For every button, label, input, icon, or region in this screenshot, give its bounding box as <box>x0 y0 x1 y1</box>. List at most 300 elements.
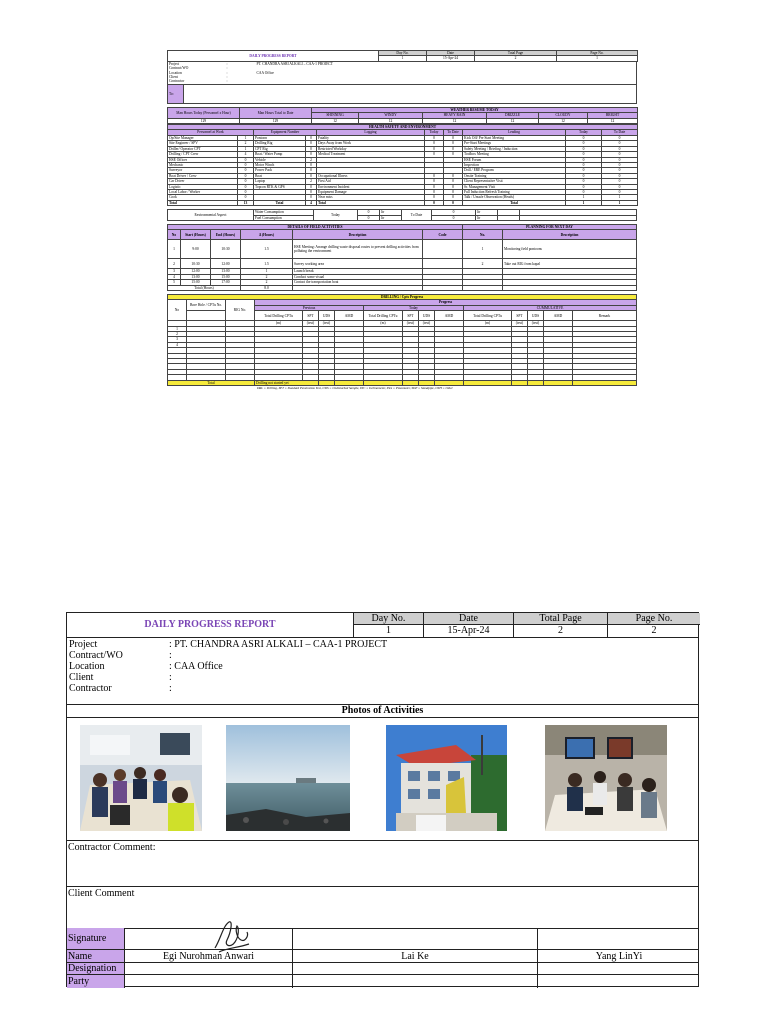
project-value: PT. CHANDRA ASRI ALKALI – CAA-1 PROJECT <box>256 61 334 66</box>
depth-label: Total Drilling CPTu <box>364 311 403 321</box>
plan-header-desc: Description <box>503 230 637 240</box>
equipment-name: Drilling Rig <box>254 141 306 146</box>
equipment-count: 0 <box>306 141 317 146</box>
spt-label: SPT <box>303 311 319 321</box>
logging-todate: 0 <box>444 195 463 200</box>
logging-todate: 0 <box>444 141 463 146</box>
personnel-count: 4 <box>238 152 254 157</box>
logging-total-label: Total <box>317 200 425 205</box>
logging-todate: 0 <box>444 184 463 189</box>
unit-m: (m) <box>255 321 303 326</box>
today-label: Today <box>364 305 464 310</box>
unit-m: (m) <box>464 321 512 326</box>
act-no: 4 <box>168 274 181 279</box>
leading-todate: 0 <box>602 189 638 194</box>
logging-todate: 0 <box>444 135 463 140</box>
leading-today: 0 <box>566 157 602 162</box>
leading-item: Pre-Start Meetings <box>463 141 566 146</box>
act-end: 12:00 <box>211 259 241 269</box>
water-today: 0 <box>358 210 380 215</box>
leading-todate: 0 <box>602 135 638 140</box>
personnel-name: Logistic <box>168 184 238 189</box>
act-delta: 1.5 <box>241 240 293 259</box>
page-no-value: 1 <box>557 56 638 61</box>
personnel-count: 0 <box>238 184 254 189</box>
env-today-label: Today <box>314 210 358 221</box>
total-page-value: 2 <box>475 56 557 61</box>
act-desc: HSE Meeting: Arrange drilling waste disposal routes to prevent drilling activities from polluting the environment <box>293 240 423 259</box>
uds-label: UDS <box>528 311 544 321</box>
activities-title: DETAILS OF FIELD ACTIVITIES <box>168 224 463 229</box>
drilling-footnote: DRL = Drilling, SPT = Standard Penetration Test, UDS = Undisturbed Sample, INC = Inclinometer, Piez = Piezometer, SDP = Standpipe, OTH = Other <box>257 386 453 390</box>
logging-todate: 0 <box>444 146 463 151</box>
water-unit: ltr <box>380 210 402 215</box>
weather-header: HEAVY RAIN <box>423 113 487 118</box>
act-start: 9:00 <box>181 240 211 259</box>
leading-item: Inspection <box>463 162 566 167</box>
leading-total-label: Total <box>463 200 566 205</box>
signatory-name: Yang LinYi <box>537 950 700 962</box>
total-page-cell <box>513 613 607 637</box>
leading-total-today: 1 <box>566 200 602 205</box>
colon: : <box>226 79 228 84</box>
logging-item: Near miss <box>317 195 425 200</box>
depth-label: Total Drilling CPTu <box>464 311 512 321</box>
act-header-no: No <box>168 230 181 240</box>
leading-todate-label: To Date <box>602 130 638 135</box>
logging-item: Equipment Damage <box>317 189 425 194</box>
contractor-label: Contractor <box>169 79 185 84</box>
office-meeting-photo <box>545 725 667 831</box>
day-no-label: Day No. <box>354 613 423 625</box>
weather-value: 12 <box>312 118 359 123</box>
weather-title: WEATHER RESUME TODAY <box>312 107 638 112</box>
amd-label: AMD <box>544 311 573 321</box>
day-no-value: 1 <box>379 56 427 61</box>
location-value: CAA Office <box>256 70 274 75</box>
leading-item: Kick Off/ Pre Start Meeting <box>463 135 566 140</box>
logging-today: 0 <box>425 195 444 200</box>
logging-item: Environment Incident <box>317 184 425 189</box>
personnel-name: Car Driver <box>168 179 238 184</box>
personnel-name: Op/Site Manager <box>168 135 238 140</box>
weather-header: WINDY <box>359 113 423 118</box>
act-delta: 2 <box>241 274 293 279</box>
colon: : <box>226 66 228 71</box>
equipment-name: Boat <box>254 173 306 178</box>
weather-value: 12 <box>588 118 638 123</box>
equipment-name: Power Pack <box>254 168 306 173</box>
weather-value: 12 <box>539 118 588 123</box>
act-no: 1 <box>168 240 181 259</box>
cumulative-label: CUMMULATIVE <box>464 305 637 310</box>
logging-todate: 0 <box>444 179 463 184</box>
act-header-end: End (Hours) <box>211 230 241 240</box>
report-page-2 <box>66 612 699 987</box>
personnel-total: 13 <box>238 200 254 205</box>
equipment-header: Equipment Number <box>254 130 317 135</box>
total-page-label: Total Page <box>475 51 557 56</box>
plan-desc: Monitoring field pontoons <box>503 240 637 259</box>
uds-label: UDS <box>319 311 335 321</box>
unit-test: (test) <box>319 321 335 326</box>
logging-today: 0 <box>425 135 444 140</box>
equipment-count: 0 <box>306 146 317 151</box>
signature-table <box>67 928 698 988</box>
rig-label: RIG No. <box>226 300 255 321</box>
unit-test: (test) <box>512 321 528 326</box>
leading-todate: 0 <box>602 173 638 178</box>
date-cell <box>423 613 513 637</box>
leading-today: 0 <box>566 179 602 184</box>
act-total: 8.0 <box>241 285 293 290</box>
leading-header: Leading <box>463 130 566 135</box>
designation-label: Designation <box>67 963 125 974</box>
act-delta: 1.5 <box>241 259 293 269</box>
leading-today: 1 <box>566 195 602 200</box>
manhours-total-value: 129 <box>240 118 312 123</box>
unit-m: (m) <box>364 321 403 326</box>
fuel-today: 0 <box>358 215 380 220</box>
logging-item: First Aid <box>317 179 425 184</box>
previous-label: Previous <box>255 305 364 310</box>
equipment-count: 0 <box>306 168 317 173</box>
page-no-label: Page No. <box>608 613 700 625</box>
act-start: 12:00 <box>181 269 211 274</box>
leading-item: HSE Forum <box>463 157 566 162</box>
bore-label: Bore Hole / CPTu No. <box>187 300 226 311</box>
logging-today: 0 <box>425 179 444 184</box>
uds-label: UDS <box>419 311 435 321</box>
total-page-label: Total Page <box>514 613 607 625</box>
unit-test: (test) <box>403 321 419 326</box>
page2-header <box>67 613 698 638</box>
leading-today: 0 <box>566 189 602 194</box>
progress-label: Progress <box>255 300 637 305</box>
leading-item: Drill / ERE Program <box>463 168 566 173</box>
signature-label: Signature <box>67 928 125 949</box>
logging-today: 0 <box>425 146 444 151</box>
unit-test: (test) <box>303 321 319 326</box>
day-no-label: Day No. <box>379 51 427 56</box>
personnel-count: 0 <box>238 195 254 200</box>
signatory-name: Egi Nurohman Anwari <box>162 951 255 962</box>
personnel-count: 0 <box>238 189 254 194</box>
logging-todate: 0 <box>444 189 463 194</box>
location-label: Location <box>169 70 182 75</box>
logging-todate-label: To Date <box>444 130 463 135</box>
client-label: Client <box>169 75 178 80</box>
logging-today: 0 <box>425 152 444 157</box>
logging-item: Occupational Illness <box>317 173 425 178</box>
leading-today: 0 <box>566 162 602 167</box>
personnel-name: Driller/ Operator CPT <box>168 146 238 151</box>
fuel-todate: 0 <box>432 215 476 220</box>
meeting-photo <box>80 725 202 831</box>
equipment-name: Topcon RTK & GPS <box>254 184 306 189</box>
act-delta: 2 <box>241 280 293 285</box>
equipment-total-label: Total <box>254 200 306 205</box>
sea-photo <box>226 725 350 831</box>
drill-row-no: 3 <box>168 337 187 342</box>
fuel-unit: ltr <box>380 215 402 220</box>
contract-label: Contract/WO <box>169 66 189 71</box>
weather-value: 12 <box>423 118 487 123</box>
act-desc: Survey working area <box>293 259 423 269</box>
drill-no-label: No <box>168 300 187 321</box>
photos-section <box>67 717 698 841</box>
report-header-table <box>167 50 638 62</box>
act-no: 5 <box>168 280 181 285</box>
colon: : <box>226 61 228 66</box>
personnel-count: 2 <box>238 141 254 146</box>
client-comment-label: Client Comment <box>68 888 135 899</box>
logging-today: 0 <box>425 189 444 194</box>
act-desc: Launch break <box>293 269 423 274</box>
date-value: 15-Apr-24 <box>427 56 475 61</box>
leading-item: Talk / Unsafe Observation (Heads) <box>463 195 566 200</box>
act-start: 15:00 <box>181 280 211 285</box>
drilling-title: DRILLING / Cpts Progress <box>168 295 637 300</box>
personnel-name: Boat Driver / Crew <box>168 173 238 178</box>
personnel-count: 0 <box>238 179 254 184</box>
equipment-name: CPT Rig <box>254 146 306 151</box>
page-no-cell <box>607 613 700 637</box>
personnel-count: 0 <box>238 157 254 162</box>
photos-title: Photos of Activities <box>67 704 698 718</box>
act-start: 13:00 <box>181 274 211 279</box>
drill-row-no: 2 <box>168 332 187 337</box>
date-label: Date <box>427 51 475 56</box>
act-desc: Conduct some visual <box>293 274 423 279</box>
equipment-name: Motor Winch <box>254 162 306 167</box>
logging-item: Medical Treatment <box>317 152 425 157</box>
leading-today: 0 <box>566 146 602 151</box>
plan-no: 1 <box>463 240 503 259</box>
drill-row-no: 4 <box>168 342 187 347</box>
project-info-table <box>167 62 637 84</box>
act-no: 3 <box>168 269 181 274</box>
depth-label: Total Drilling CPTu <box>255 311 303 321</box>
day-no-value: 1 <box>386 625 391 636</box>
logging-item: Restricted Workday <box>317 146 425 151</box>
project-value: : PT. CHANDRA ASRI ALKALI – CAA-1 PROJECT <box>169 639 388 650</box>
leading-todate: 0 <box>602 141 638 146</box>
drill-row-no: 1 <box>168 326 187 331</box>
plan-header-no: No. <box>463 230 503 240</box>
remark-label: Remark <box>573 311 637 321</box>
leading-today-label: Today <box>566 130 602 135</box>
unit-test: (test) <box>419 321 435 326</box>
act-code <box>423 240 463 259</box>
act-desc: Contact the transportation boat <box>293 280 423 285</box>
act-header-start: Start (Hours) <box>181 230 211 240</box>
report-title: DAILY PROGRESS REPORT <box>168 51 379 62</box>
logging-today: 0 <box>425 141 444 146</box>
water-todate: 0 <box>432 210 476 215</box>
act-delta: 1 <box>241 269 293 274</box>
personnel-count: 1 <box>238 146 254 151</box>
water-unit: ltr <box>476 210 498 215</box>
leading-item: Full Induction Refresh Training <box>463 189 566 194</box>
leading-item: Onsite Training <box>463 173 566 178</box>
logging-today: 0 <box>425 173 444 178</box>
client-value: : <box>169 672 172 683</box>
equipment-count: 0 <box>306 135 317 140</box>
equipment-name: Boat / Water Pump <box>254 152 306 157</box>
logging-today: 0 <box>425 184 444 189</box>
plan-no: 2 <box>463 259 503 269</box>
act-no: 2 <box>168 259 181 269</box>
personnel-total-label: Total <box>168 200 238 205</box>
hse-table <box>167 124 638 206</box>
drill-total-note: Drilling not started yet <box>255 380 319 385</box>
logging-item: Fatality <box>317 135 425 140</box>
signatory-name: Lai Ke <box>292 950 537 962</box>
equipment-name: Laptop <box>254 179 306 184</box>
weather-value: 12 <box>487 118 539 123</box>
leading-today: 0 <box>566 184 602 189</box>
contractor-value: : <box>169 683 172 694</box>
logging-total-today: 0 <box>425 200 444 205</box>
leading-today: 0 <box>566 141 602 146</box>
act-header-code: Code <box>423 230 463 240</box>
logging-item: Days Away from Work <box>317 141 425 146</box>
personnel-name: Site Engineer / SPV <box>168 141 238 146</box>
leading-todate: 0 <box>602 152 638 157</box>
leading-item: Sr. Management Visit <box>463 184 566 189</box>
act-header-delta: Δ (Hours) <box>241 230 293 240</box>
plan-desc: Take out RIG from kapal <box>503 259 637 269</box>
hse-title: HEALTH SAFETY AND ENVIRONMENT <box>168 125 638 130</box>
spt-label: SPT <box>403 311 419 321</box>
client-label: Client <box>69 672 94 683</box>
amd-label: AMD <box>435 311 464 321</box>
act-end: 15:00 <box>211 274 241 279</box>
water-label: Water Consumption <box>254 210 314 215</box>
weather-header: CLOUDY <box>539 113 588 118</box>
personnel-name: HSE Officer <box>168 157 238 162</box>
unit-test: (test) <box>528 321 544 326</box>
leading-today: 0 <box>566 173 602 178</box>
contractor-comment-section <box>67 840 698 887</box>
amd-label: AMD <box>335 311 364 321</box>
fuel-label: Fuel Consumption <box>254 215 314 220</box>
to-label: To: <box>168 84 184 103</box>
act-end: 10:30 <box>211 240 241 259</box>
leading-todate: 0 <box>602 168 638 173</box>
act-total-label: Total (Hours) <box>168 285 241 290</box>
spt-label: SPT <box>512 311 528 321</box>
leading-item: Safety Meeting / Briefing / Induction <box>463 146 566 151</box>
contract-value: : <box>169 650 172 661</box>
leading-todate: 1 <box>602 195 638 200</box>
personnel-header: Personnel at Work <box>168 130 254 135</box>
leading-todate: 0 <box>602 162 638 167</box>
weather-value: 12 <box>359 118 423 123</box>
contractor-comment-label: Contractor Comment: <box>68 842 156 853</box>
house-photo <box>386 725 507 831</box>
project-label: Project <box>69 639 98 650</box>
equipment-name: Pontoon <box>254 135 306 140</box>
logging-todate: 0 <box>444 173 463 178</box>
drill-total-label: Total <box>168 380 255 385</box>
report-page-1 <box>167 50 637 390</box>
contract-label: Contract/WO <box>69 650 123 661</box>
manhours-total-label: Man Hours Total to Date <box>240 107 312 118</box>
project-info <box>67 637 698 705</box>
personnel-count: 1 <box>238 135 254 140</box>
leading-today: 0 <box>566 168 602 173</box>
equipment-count: 0 <box>306 189 317 194</box>
personnel-name: Mechanic <box>168 162 238 167</box>
logging-header: Logging <box>317 130 425 135</box>
leading-today: 0 <box>566 135 602 140</box>
date-value: 15-Apr-24 <box>447 625 490 636</box>
weather-header: BRIGHT <box>588 113 638 118</box>
leading-item: Toolbox Meeting <box>463 152 566 157</box>
personnel-count: 0 <box>238 168 254 173</box>
party-label: Party <box>67 975 125 988</box>
manhours-today-value: 129 <box>168 118 240 123</box>
equipment-name: Vehicle <box>254 157 306 162</box>
location-label: Location <box>69 661 105 672</box>
equipment-count: 0 <box>306 162 317 167</box>
act-end: 13:00 <box>211 269 241 274</box>
manhours-weather-table <box>167 107 638 124</box>
client-comment-section <box>67 886 698 929</box>
personnel-count: 0 <box>238 173 254 178</box>
contractor-label: Contractor <box>69 683 112 694</box>
equipment-count: 2 <box>306 157 317 162</box>
equipment-count: 0 <box>306 184 317 189</box>
manhours-today-label: Man Hours Today (Personnel x Hour) <box>168 107 240 118</box>
to-table <box>167 84 637 104</box>
total-page-value: 2 <box>558 625 563 636</box>
fuel-unit: ltr <box>476 215 498 220</box>
planning-title: PLANNING FOR NEXT DAY <box>463 224 637 229</box>
equipment-count: 0 <box>306 173 317 178</box>
leading-todate: 0 <box>602 184 638 189</box>
env-label: Environmental Aspect <box>168 210 254 221</box>
equipment-total: 4 <box>306 200 317 205</box>
leading-todate: 0 <box>602 157 638 162</box>
page-no-value: 2 <box>651 625 657 636</box>
drilling-table <box>167 294 637 386</box>
personnel-count: 0 <box>238 162 254 167</box>
act-header-desc: Description <box>293 230 423 240</box>
personnel-name: Drilling / CPT Crew <box>168 152 238 157</box>
act-end: 17:00 <box>211 280 241 285</box>
equipment-count: 0 <box>306 195 317 200</box>
weather-header: SHINNING <box>312 113 359 118</box>
activities-table <box>167 224 637 291</box>
logging-today-label: Today <box>425 130 444 135</box>
weather-header: DRIZZLE <box>487 113 539 118</box>
day-no-cell <box>353 613 423 637</box>
colon: : <box>226 70 228 75</box>
leading-todate: 0 <box>602 146 638 151</box>
equipment-count: 0 <box>306 152 317 157</box>
project-label: Project <box>169 61 180 66</box>
leading-total-todate: 1 <box>602 200 638 205</box>
leading-item: Client Representative Visit <box>463 179 566 184</box>
leading-today: 0 <box>566 152 602 157</box>
env-todate-label: To Date <box>402 210 432 221</box>
date-label: Date <box>424 613 513 625</box>
report-title: DAILY PROGRESS REPORT <box>144 619 276 630</box>
logging-todate: 0 <box>444 152 463 157</box>
